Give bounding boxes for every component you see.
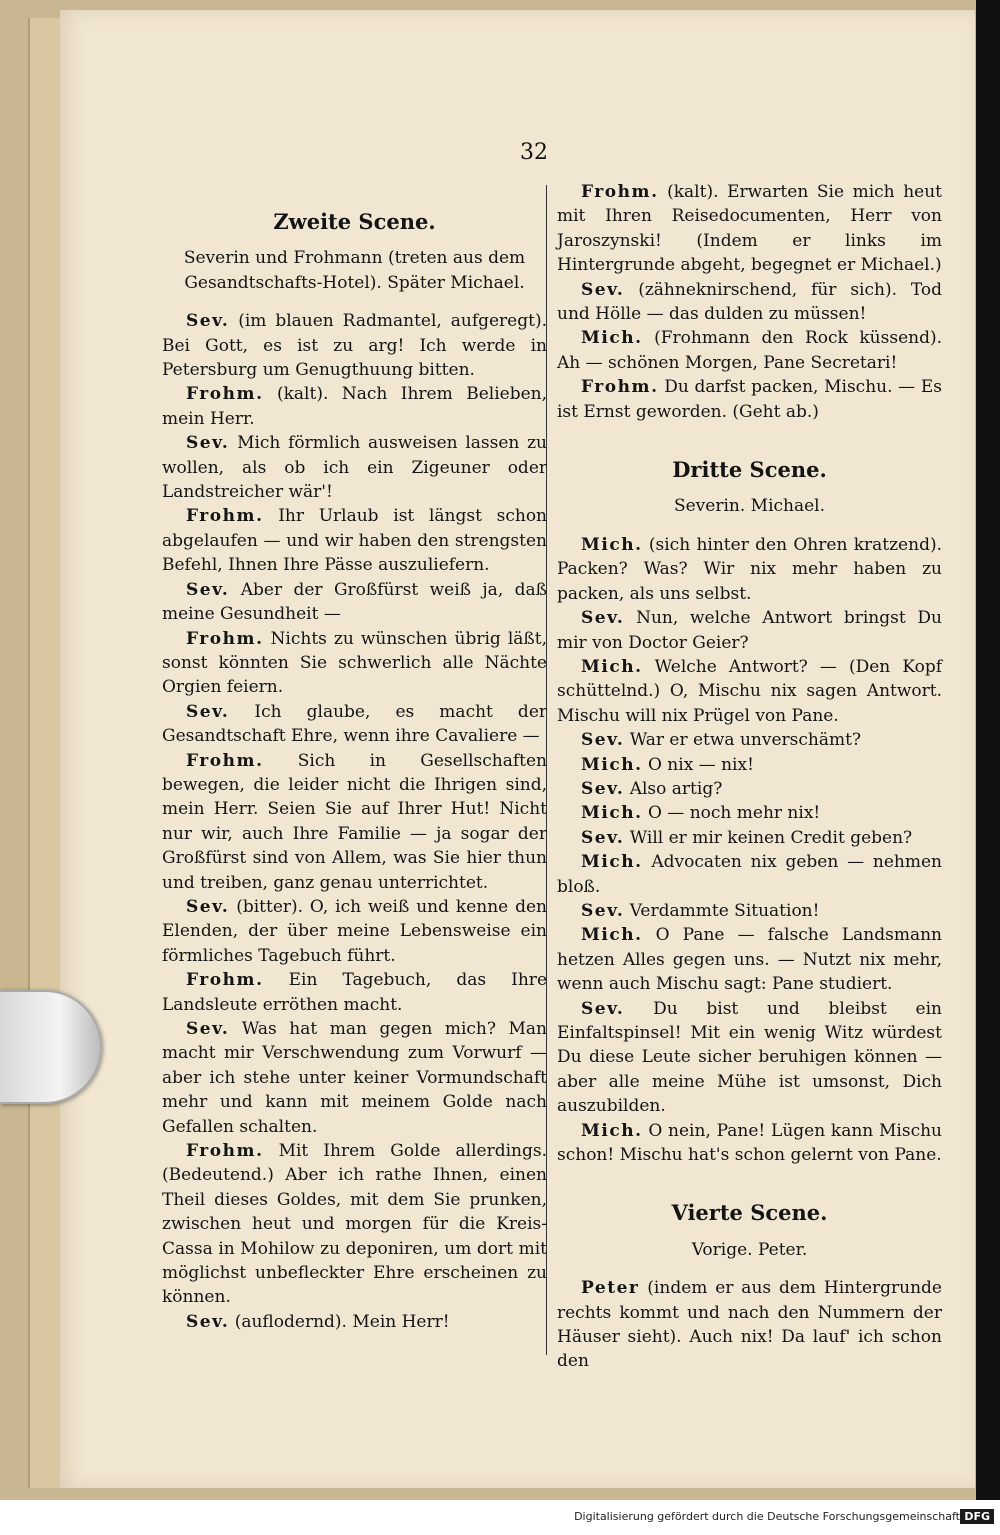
dialogue-text: Ich glaube, es macht der Gesandtschaft Ehre, wenn ihre Cavaliere — <box>162 701 548 747</box>
right-column <box>557 180 942 1374</box>
dialogue-text: (kalt). Nach Ihrem Belieben, mein Herr. <box>162 384 547 429</box>
dialogue-line <box>557 326 942 375</box>
dialogue-text: (kalt). Erwarten Sie mich heut mit Ihren Reisedocumenten, Herr von Jaroszynski! (Indem er links im Hintergrunde abgeht, begegnet er Michael.) <box>557 182 942 276</box>
page-number: 32 <box>520 140 548 165</box>
dialogue-text: Verdammte Situation! <box>629 900 820 921</box>
dialogue-text: (bitter). O, ich weiß und kenne den Elenden, der über meine Lebensweise ein förmliches Tagebuch führt. <box>162 896 547 966</box>
dialogue-text: (indem er aus dem Hintergrunde rechts kommt und nach den Nummern der Häuser sieht). Auch nix! Da lauf' ich schon den <box>557 1278 942 1372</box>
dialogue-text: Was hat man gegen mich? Man macht mir Verschwendung zum Vorwurf — aber ich stehe unter keiner Vormundschaft mehr und kann mit meinem Golde nach Gefallen schalten. <box>162 1019 547 1137</box>
dialogue-text: Du darfst packen, Mischu. — Es ist Ernst geworden. (Geht ab.) <box>557 377 943 422</box>
speaker-name: Sev. <box>186 433 230 454</box>
speaker-name: Frohm. <box>186 750 264 771</box>
dialogue-text: O — noch mehr nix! <box>647 803 821 824</box>
dialogue-text: Will er mir keinen Credit geben? <box>629 827 913 848</box>
speaker-name: Frohm. <box>186 970 264 991</box>
speaker-name: Sev. <box>186 701 230 722</box>
dialogue-line <box>557 777 942 801</box>
dialogue-line <box>557 801 942 825</box>
dialogue-text: (zähneknirschend, für sich). Tod und Hölle — das dulden zu müssen! <box>557 279 942 325</box>
dialogue-line <box>162 431 547 504</box>
speaker-name: Sev. <box>581 279 625 300</box>
scene-heading: Dritte Scene. <box>672 457 827 483</box>
speaker-name: Sev. <box>186 896 230 917</box>
dialogue-line <box>557 655 942 728</box>
dialogue-text: Aber der Großfürst weiß ja, daß meine Gesundheit — <box>162 579 548 625</box>
dialogue-text: Nichts zu wünschen übrig läßt, sonst könnten Sie schwerlich alle Nächte Orgien feiern. <box>162 628 547 698</box>
dialogue-text: War er etwa unverschämt? <box>629 730 862 751</box>
dialogue-text: Ihr Urlaub ist längst schon abgelaufen — und wir haben den strengsten Befehl, Ihnen Ihre Pässe auszuliefern. <box>162 506 547 576</box>
dialogue-text: Du bist und bleibst ein Einfaltspinsel! Mit ein wenig Witz würdest Du diese Leute sicher beruhigen können — aber alle meine Mühe ist umsonst, Dich auszubilden. <box>557 998 942 1117</box>
dialogue-text: Mit Ihrem Golde allerdings. (Bedeutend.) Aber ich rathe Ihnen, einen Theil dieses Goldes, mit dem Sie prunken, zwischen heut und morgen für die Kreis-Cassa in Mohilow zu deponiren, um dort mit möglichst unbefleckter Ehre erscheinen zu können. <box>162 1141 547 1308</box>
dialogue-text: O Pane — falsche Landsmann hetzen Alles gegen uns. — Nutzt nix mehr, wenn auch Mischu sagt: Pane studiert. <box>557 925 943 995</box>
dialogue-line <box>557 899 942 923</box>
speaker-name: Frohm. <box>186 1141 264 1162</box>
dialogue-line <box>162 1017 547 1139</box>
speaker-name: Sev. <box>186 579 230 600</box>
dialogue-line <box>557 850 942 899</box>
dfg-logo: DFG <box>960 1509 994 1524</box>
dialogue-line <box>557 375 942 424</box>
dialogue-line <box>162 895 547 968</box>
scan-border <box>976 0 1000 1500</box>
speaker-name: Frohm. <box>186 506 264 527</box>
dialogue-line <box>557 997 942 1119</box>
speaker-name: Mich. <box>581 852 643 873</box>
dialogue-text: Also artig? <box>629 778 723 799</box>
dialogue-text: Mich förmlich ausweisen lassen zu wollen, als ob ich ein Zigeuner oder Landstreicher wär'! <box>162 433 547 503</box>
dialogue-text: Ein Tagebuch, das Ihre Landsleute erröthen macht. <box>162 970 547 1015</box>
dialogue-text: (Frohmann den Rock küssend). Ah — schönen Morgen, Pane Secretari! <box>557 328 942 373</box>
speaker-name: Sev. <box>581 778 625 799</box>
scene-heading: Vierte Scene. <box>671 1200 828 1226</box>
dialogue-line <box>162 749 547 895</box>
dialogue-text: O nein, Pane! Lügen kann Mischu schon! Mischu hat's schon gelernt von Pane. <box>557 1120 943 1166</box>
speaker-name: Mich. <box>581 534 643 555</box>
speaker-name: Mich. <box>581 754 643 775</box>
dialogue-line <box>557 728 942 752</box>
speaker-name: Sev. <box>186 1019 230 1039</box>
speaker-name: Mich. <box>581 328 643 349</box>
dialogue-text: O nix — nix! <box>647 754 754 775</box>
cast-line: Severin und Frohmann (treten aus dem Gesandtschafts-Hotel). Später Michael. <box>183 248 526 293</box>
dialogue-line <box>162 504 547 577</box>
speaker-name: Sev. <box>581 730 625 751</box>
dialogue-line <box>557 278 942 327</box>
speaker-name: Mich. <box>581 1120 643 1141</box>
footer-credit: Digitalisierung gefördert durch die Deutsche Forschungsgemeinschaft <box>574 1510 960 1523</box>
dialogue-line <box>557 606 942 655</box>
speaker-name: Mich. <box>581 656 643 677</box>
dialogue-line <box>162 700 547 749</box>
speaker-name: Sev. <box>186 1311 230 1332</box>
speaker-name: Frohm. <box>186 628 264 649</box>
speaker-name: Sev. <box>186 311 230 332</box>
speaker-name: Sev. <box>581 900 625 921</box>
speaker-name: Sev. <box>581 608 625 629</box>
dialogue-line <box>162 309 547 382</box>
speaker-name: Frohm. <box>186 384 264 405</box>
left-column <box>162 180 547 1334</box>
dialogue-line <box>557 753 942 777</box>
dialogue-line <box>557 533 942 606</box>
speaker-name: Frohm. <box>581 182 659 202</box>
dialogue-text: Sich in Gesellschaften bewegen, die leider nicht die Ihrigen sind, mein Herr. Seien Sie auf Ihrer Hut! Nicht nur wir, auch Ihre Familie — ja sogar der Großfürst sind von Allem, was Sie hier thun und treiben, ganz genau unterrichtet. <box>162 750 547 893</box>
dialogue-line <box>162 627 547 700</box>
dialogue-line <box>162 1310 547 1334</box>
speaker-name: Peter <box>581 1278 640 1299</box>
cast-line: Severin. Michael. <box>673 496 826 517</box>
dialogue-text: Nun, welche Antwort bringst Du mir von Doctor Geier? <box>557 608 942 653</box>
dialogue-line <box>557 826 942 850</box>
dialogue-line <box>162 1139 547 1310</box>
speaker-name: Mich. <box>581 925 643 946</box>
scene-heading: Zweite Scene. <box>273 209 436 234</box>
speaker-name: Mich. <box>581 803 643 824</box>
dialogue-line <box>557 180 942 278</box>
dialogue-text: (im blauen Radmantel, aufgeregt). Bei Gott, es ist zu arg! Ich werde in Petersburg um Genugthuung bitten. <box>162 311 547 381</box>
speaker-name: Sev. <box>581 827 625 848</box>
dialogue-text: (auflodernd). Mein Herr! <box>234 1311 450 1332</box>
dialogue-text: Welche Antwort? — (Den Kopf schüttelnd.) O, Mischu nix sagen Antwort. Mischu will nix Prügel von Pane. <box>557 656 943 726</box>
dialogue-line <box>162 382 547 431</box>
dialogue-text: (sich hinter den Ohren kratzend). Packen? Was? Wir nix mehr haben zu packen, als uns selbst. <box>557 534 942 604</box>
dialogue-text: Advocaten nix geben — nehmen bloß. <box>557 852 942 897</box>
dialogue-line <box>557 923 942 996</box>
cast-line: Vorige. Peter. <box>691 1239 808 1260</box>
dialogue-line <box>162 578 547 627</box>
footer-bar <box>0 1500 1000 1535</box>
speaker-name: Frohm. <box>581 377 659 398</box>
dialogue-line <box>557 1276 942 1374</box>
speaker-name: Sev. <box>581 998 625 1019</box>
dialogue-line <box>162 968 547 1017</box>
dialogue-line <box>557 1119 942 1168</box>
